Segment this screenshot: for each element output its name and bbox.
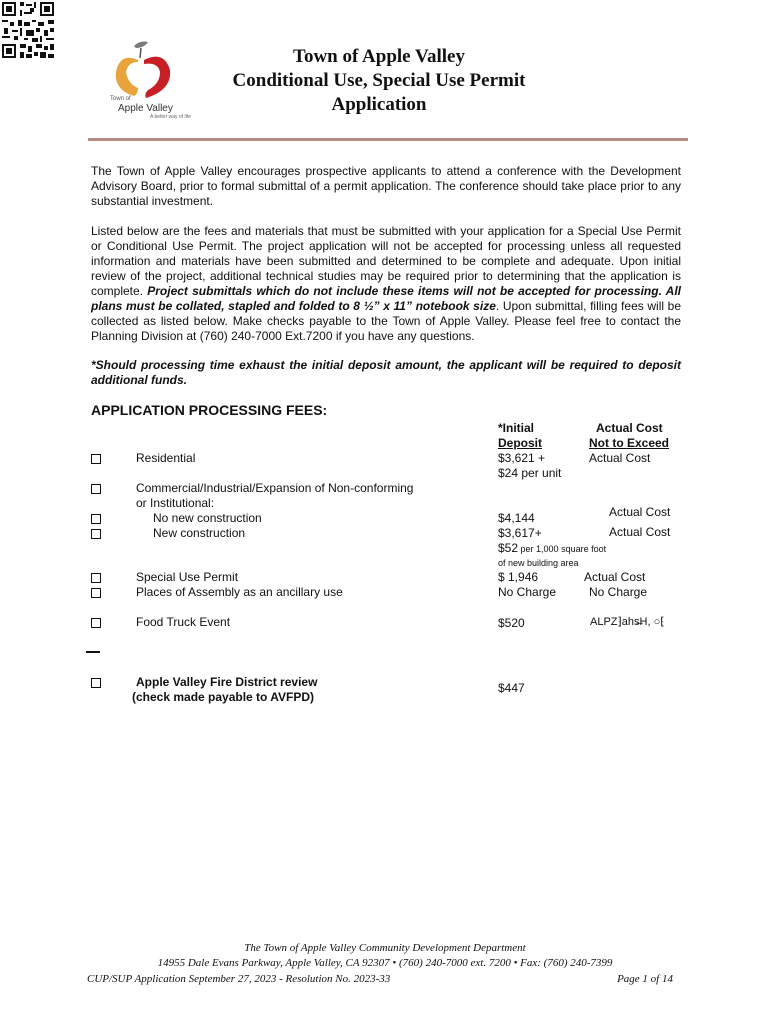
logo-tagline: A better way of life <box>150 114 191 120</box>
special-use-permit-checkbox[interactable] <box>91 573 101 583</box>
header-divider <box>88 138 688 141</box>
footer-address: 14955 Dale Evans Parkway, Apple Valley, CA 92307 • (760) 240-7000 ext. 7200 • Fax: (760) 240-7399 <box>157 957 613 969</box>
residential-checkbox[interactable] <box>91 454 101 464</box>
new-construction-deposit: $3,617+ <box>498 526 542 540</box>
fire-district-checkbox[interactable] <box>91 678 101 688</box>
residential-deposit-per-unit: $24 per unit <box>498 466 562 480</box>
residential-label: Residential <box>136 451 196 465</box>
col-actual-line2: Not to Exceed <box>589 436 670 450</box>
residential-actual: Actual Cost <box>589 451 651 465</box>
title-line-2: Conditional Use, Special Use Permit <box>232 70 526 91</box>
intro-paragraph-1: The Town of Apple Valley encourages prospective applicants to attend a conference with the Development Advisory Board, prior to formal submittal of a permit application. The conference should take place prior to any substantial investment. <box>91 164 681 208</box>
title-line-1: Town of Apple Valley <box>293 46 465 67</box>
per-sqft-fee <box>498 541 606 557</box>
fire-district-deposit: $447 <box>498 681 525 695</box>
intro-paragraph-2-closing: . Upon submittal, filling fees will be collected as listed below. Make checks payable to the Town of Apple Valley. Please feel free to contact the Planning Division at (760) 240-7000 Ext.7200 if you have any questions. <box>91 299 681 343</box>
deposit-notice: *Should processing time exhaust the initial deposit amount, the applicant will be required to deposit additional funds. <box>91 358 681 387</box>
footer-resolution: CUP/SUP Application September 27, 2023 - Resolution No. 2023-33 <box>87 973 391 985</box>
places-of-assembly-label: Places of Assembly as an ancillary use <box>136 585 343 599</box>
food-truck-actual: ALPZ⁆ahs̶H, ○⁅ <box>590 616 665 628</box>
qr-code <box>0 0 56 60</box>
food-truck-checkbox[interactable] <box>91 618 101 628</box>
no-new-construction-actual: Actual Cost <box>609 505 671 519</box>
per-sqft-amount: $52 <box>498 541 519 555</box>
col-actual-line1: Actual Cost <box>596 421 663 435</box>
places-of-assembly-checkbox[interactable] <box>91 588 101 598</box>
intro-paragraph-2-text: Listed below are the fees and materials that must be submitted with your application for a Special Use Permit or Conditional Use Permit. The project application will not be accepted for processing unless all requested information and materials have been submitted and determined to be complete and adequate. Upon initial review of the project, additional technical studies may be required prior to determining that the application is complete. <box>91 224 681 298</box>
places-of-assembly-deposit: No Charge <box>498 585 557 599</box>
places-of-assembly-actual: No Charge <box>589 585 648 599</box>
dash-mark <box>86 651 100 653</box>
footer-page-number: Page 1 of 14 <box>617 973 673 985</box>
per-sqft-unit: per 1,000 square foot <box>518 544 607 554</box>
title-line-3: Application <box>331 94 427 115</box>
no-new-construction-deposit: $4,144 <box>498 511 535 525</box>
new-construction-actual: Actual Cost <box>609 525 671 539</box>
fees-heading: APPLICATION PROCESSING FEES: <box>91 402 328 418</box>
special-use-permit-actual: Actual Cost <box>584 570 646 584</box>
intro-paragraph-2 <box>91 224 681 344</box>
commercial-checkbox[interactable] <box>91 484 101 494</box>
commercial-label-line2: or Institutional: <box>136 496 215 510</box>
col-initial-line1: *Initial <box>498 421 535 435</box>
submittal-requirement-text: Project submittals which do not include these items will not be accepted for processing. All plans must be collated, stapled and folded to 8 ½” x 11” notebook size <box>91 284 682 313</box>
no-new-construction-label: No new construction <box>153 511 262 525</box>
food-truck-label: Food Truck Event <box>136 615 231 629</box>
residential-deposit: $3,621 + <box>498 451 546 465</box>
new-construction-label: New construction <box>153 526 246 540</box>
logo-small-text: Town of <box>110 96 131 102</box>
fire-district-label-line1: Apple Valley Fire District review <box>136 675 318 689</box>
no-new-construction-checkbox[interactable] <box>91 514 101 524</box>
logo-name: Apple Valley <box>118 103 173 114</box>
new-construction-checkbox[interactable] <box>91 529 101 539</box>
per-sqft-area-note: of new building area <box>498 558 579 568</box>
food-truck-deposit: $520 <box>498 616 525 630</box>
footer-department: The Town of Apple Valley Community Development Department <box>244 942 526 954</box>
col-initial-line2: Deposit <box>498 436 543 450</box>
special-use-permit-label: Special Use Permit <box>136 570 239 584</box>
special-use-permit-deposit: $ 1,946 <box>498 570 539 584</box>
fire-district-label-line2: (check made payable to AVFPD) <box>132 690 315 704</box>
commercial-label-line1: Commercial/Industrial/Expansion of Non-conforming <box>136 481 414 495</box>
